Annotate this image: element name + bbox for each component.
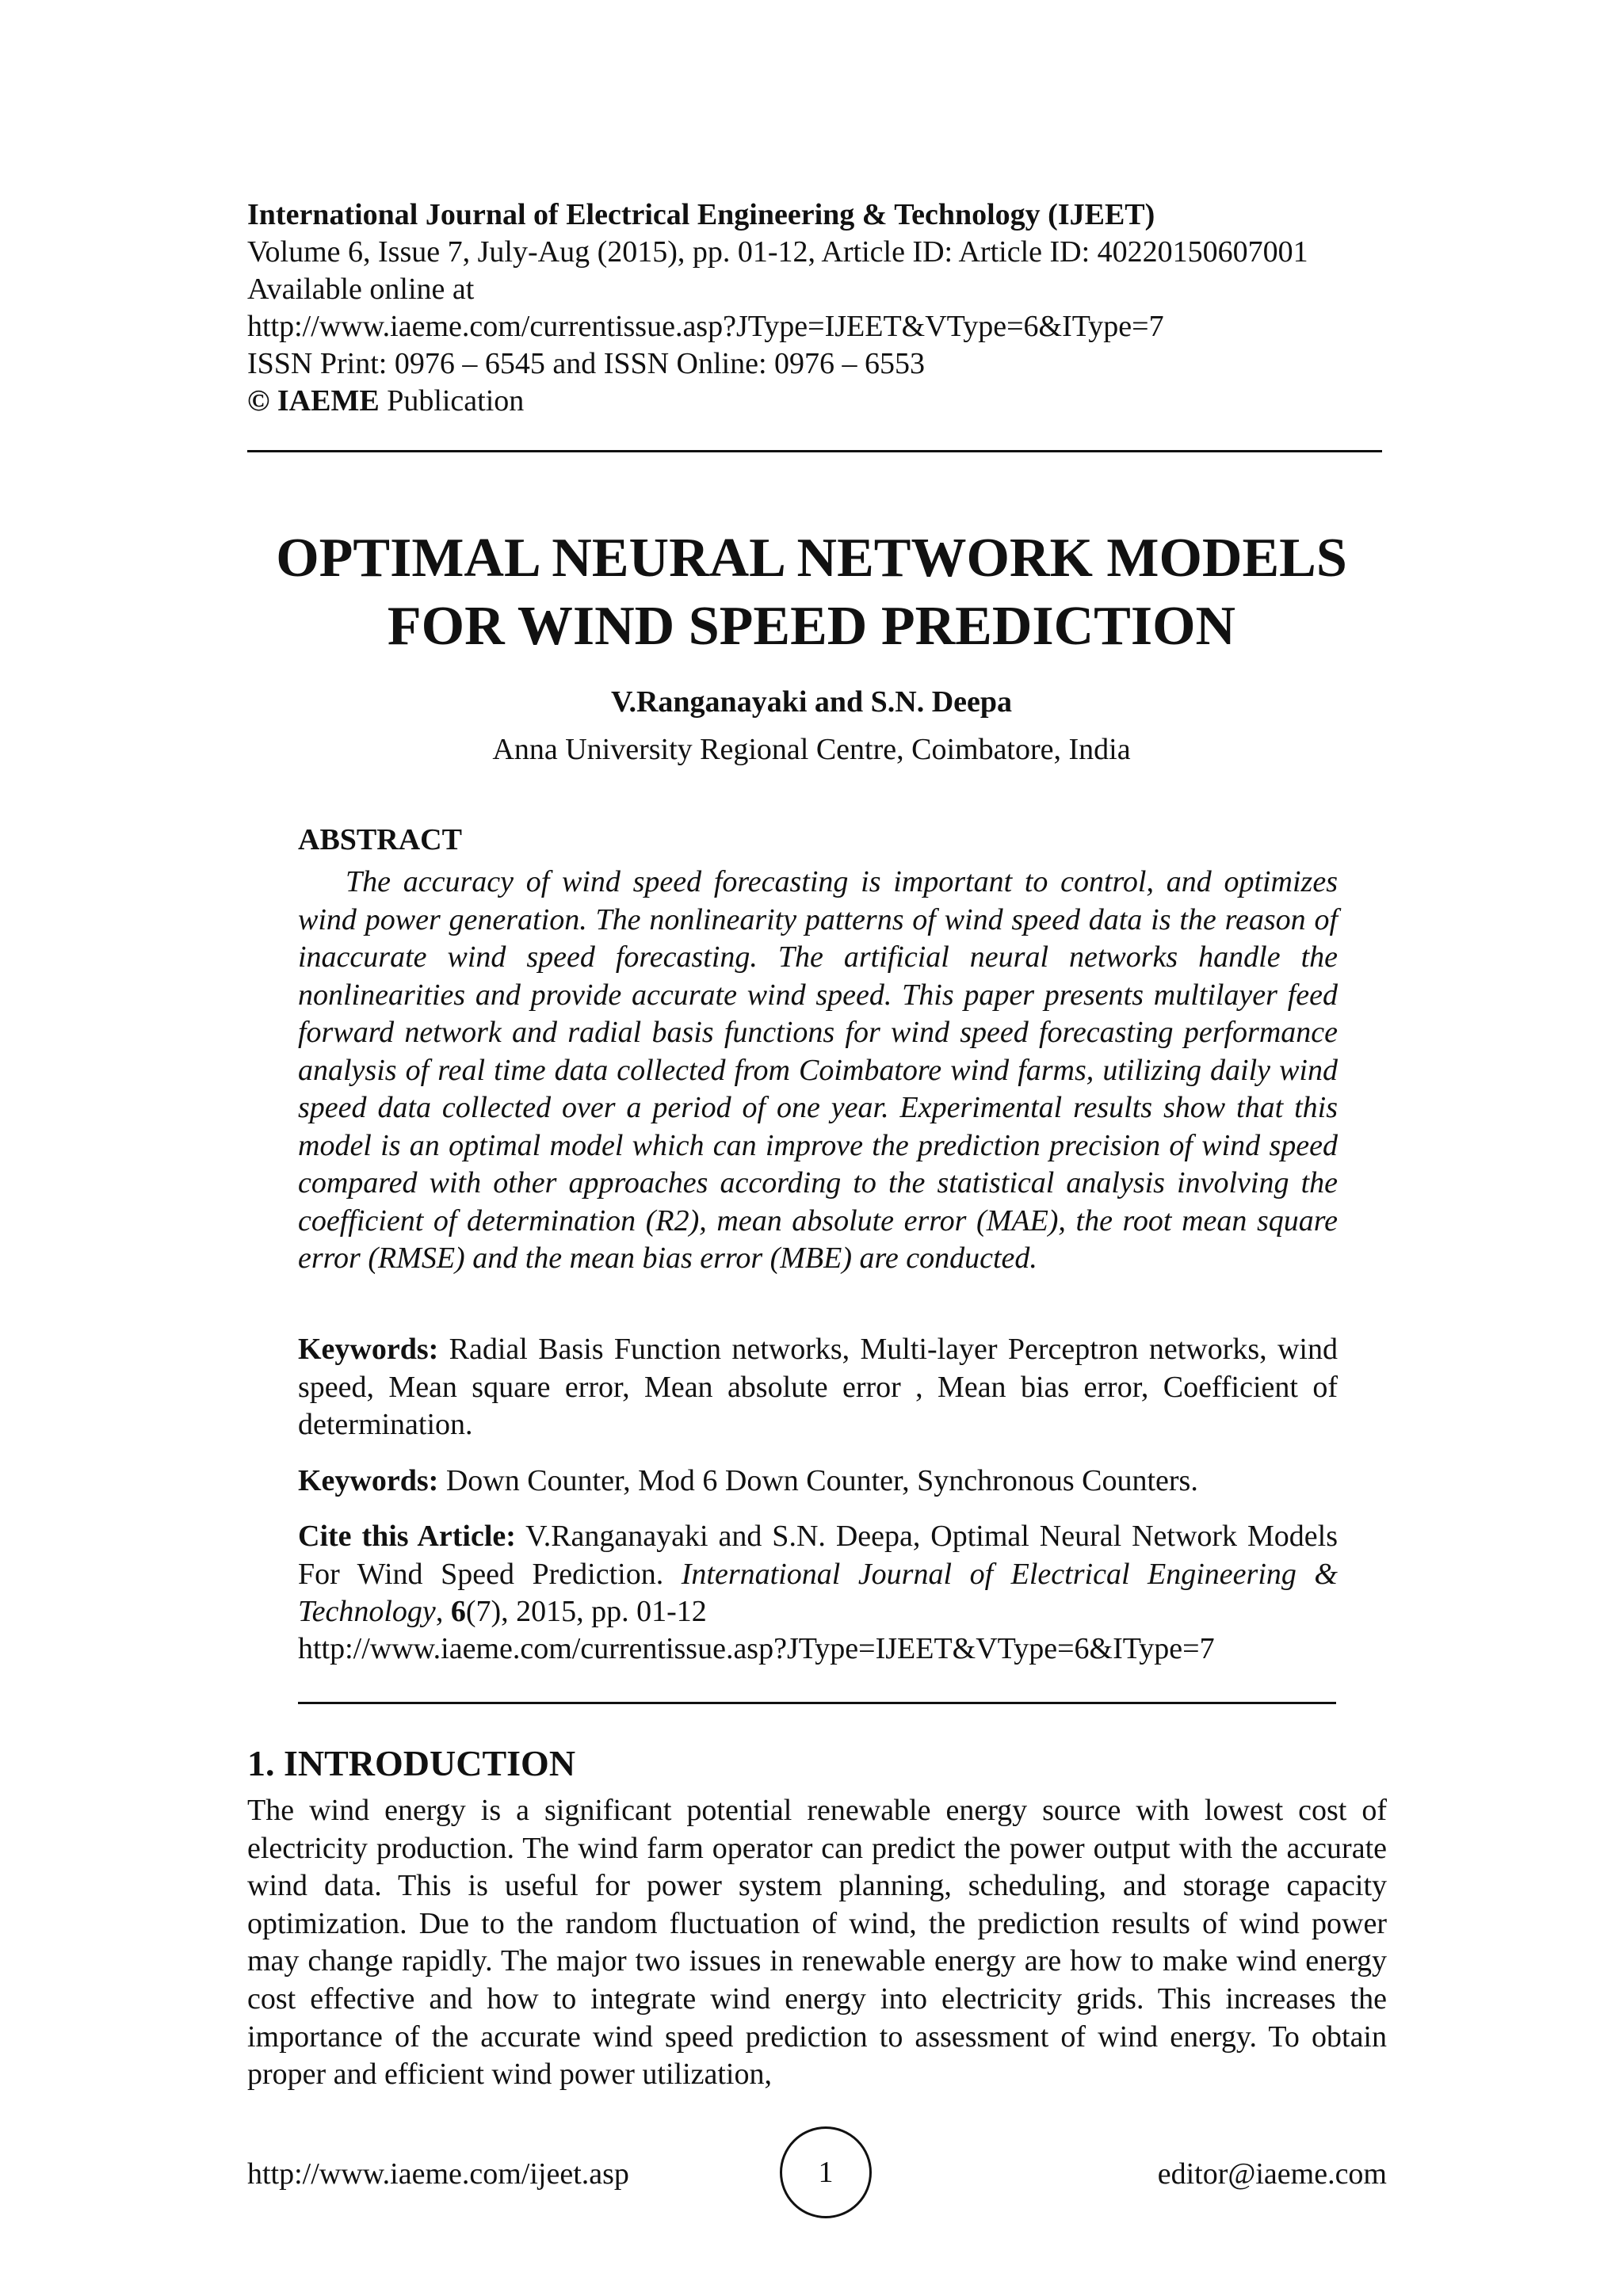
- affiliation: Anna University Regional Centre, Coimbatore, India: [492, 733, 1131, 766]
- keywords-text: Radial Basis Function networks, Multi-layer Perceptron networks, wind speed, Mean square error, Mean absolute error , Mean bias error, Coefficient of determination.: [298, 1333, 1338, 1441]
- footer-url[interactable]: http://www.iaeme.com/ijeet.asp: [247, 2157, 629, 2191]
- available-line: Available online at: [247, 273, 475, 306]
- journal-name: International Journal of Electrical Engineering & Technology (IJEET): [247, 198, 1155, 231]
- publisher-name: © IAEME: [247, 384, 380, 418]
- header-divider: [247, 450, 1382, 452]
- page-number-circle: [780, 2126, 872, 2218]
- citation: [298, 1518, 1338, 1631]
- volume-line: Volume 6, Issue 7, July-Aug (2015), pp. 01-12, Article ID: Article ID: 40220150607001: [247, 235, 1308, 269]
- cite-volume: 6: [450, 1595, 466, 1628]
- publisher-line: [247, 383, 1388, 420]
- authors: V.Ranganayaki and S.N. Deepa: [610, 685, 1013, 719]
- cite-url[interactable]: http://www.iaeme.com/currentissue.asp?JType=IJEET&VType=6&IType=7: [298, 1632, 1215, 1665]
- cite-sep: ,: [435, 1595, 451, 1628]
- paper-title: [0, 524, 1623, 661]
- title-line-2: FOR WIND SPEED PREDICTION: [387, 596, 1236, 657]
- abstract-heading: ABSTRACT: [298, 823, 462, 856]
- journal-header: [247, 196, 1388, 420]
- keywords-label: Keywords:: [298, 1333, 439, 1366]
- page-number: 1: [818, 2156, 834, 2189]
- cite-label: Cite this Article:: [298, 1520, 516, 1553]
- abstract-divider: [298, 1702, 1336, 1704]
- title-line-1: OPTIMAL NEURAL NETWORK MODELS: [276, 528, 1347, 589]
- keywords-secondary: [298, 1463, 1338, 1501]
- keywords-text: Down Counter, Mod 6 Down Counter, Synchronous Counters.: [438, 1464, 1198, 1497]
- issn-line: ISSN Print: 0976 – 6545 and ISSN Online: 0976 – 6553: [247, 347, 926, 380]
- cite-authors-title: V.Ranganayaki and S.N. Deepa, Optimal Neural Network Models For Wind Speed Prediction.: [298, 1520, 1338, 1591]
- introduction-text: The wind energy is a significant potential renewable energy source with lowest cost of electricity production. The wind farm operator can predict the power output with the accurate wind data. This is useful for power system planning, scheduling, and storage capacity optimization. Due to the random fluctuation of wind, the prediction results of wind power may change rapidly. The major two issues in renewable energy are how to make wind energy cost effective and how to integrate wind energy into electricity grids. This increases the importance of the accurate wind speed prediction to assessment of wind energy. To obtain proper and efficient wind power utilization,: [247, 1794, 1387, 2092]
- cite-issue-pages: (7), 2015, pp. 01-12: [465, 1595, 707, 1628]
- cite-journal: International Journal of Electrical Engineering & Technology: [298, 1557, 1338, 1628]
- introduction-heading: 1. INTRODUCTION: [247, 1743, 576, 1783]
- publisher-suffix: Publication: [379, 384, 525, 418]
- footer-email[interactable]: editor@iaeme.com: [1157, 2157, 1387, 2191]
- keywords-label: Keywords:: [298, 1464, 439, 1497]
- journal-url[interactable]: http://www.iaeme.com/currentissue.asp?JType=IJEET&VType=6&IType=7: [247, 310, 1164, 343]
- keywords-primary: [298, 1331, 1338, 1444]
- abstract-text: The accuracy of wind speed forecasting is important to control, and optimizes wind power generation. The nonlinearity patterns of wind speed data is the reason of inaccurate wind speed forecasting. The artificial neural networks handle the nonlinearities and provide accurate wind speed. This paper presents multilayer feed forward network and radial basis functions for wind speed forecasting performance analysis of real time data collected from Coimbatore wind farms, utilizing daily wind speed data collected over a period of one year. Experimental results show that this model is an optimal model which can improve the prediction precision of wind speed compared with other approaches according to the statistical analysis involving the coefficient of determination (R2), mean absolute error (MAE), the root mean square error (RMSE) and the mean bias error (MBE) are conducted.: [298, 865, 1338, 1275]
